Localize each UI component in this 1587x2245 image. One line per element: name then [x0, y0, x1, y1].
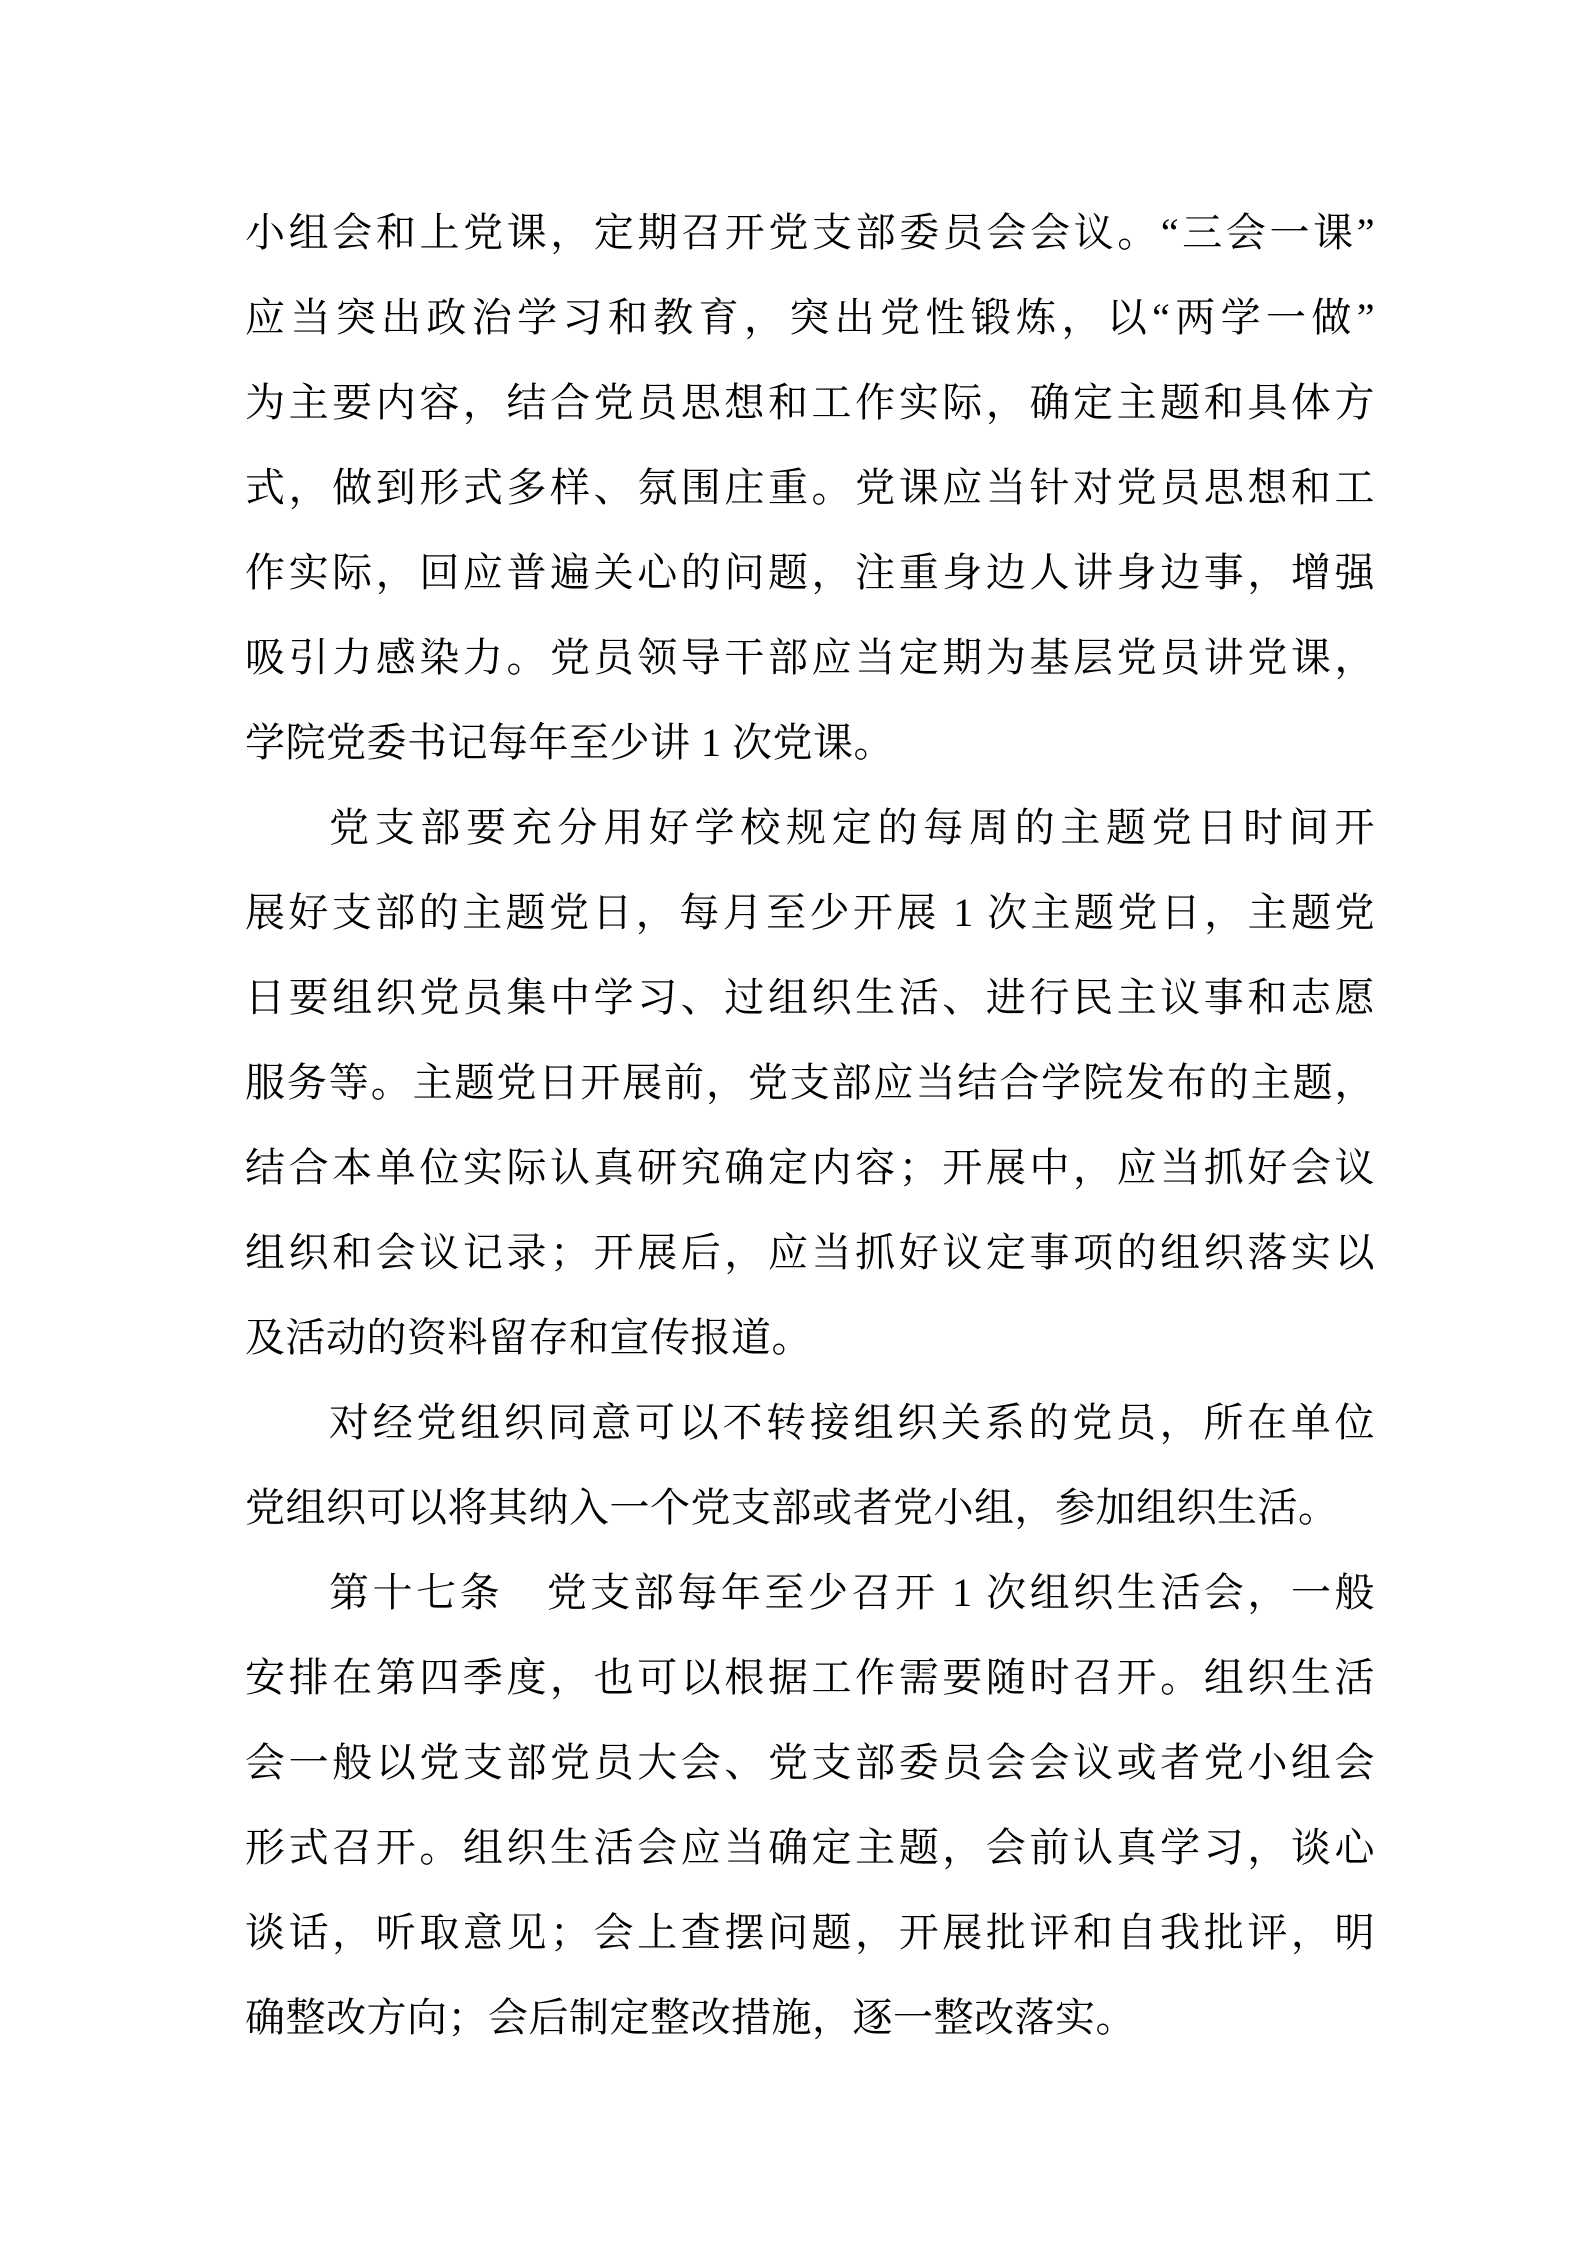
text-line: 确整改方向；会后制定整改措施，逐一整改落实。 — [245, 1995, 1136, 2040]
text-line: 为主要内容，结合党员思想和工作实际，确定主题和具体方 — [245, 380, 1375, 425]
text-line: 式，做到形式多样、氛围庄重。党课应当针对党员思想和工 — [245, 465, 1375, 510]
text-line: 吸引力感染力。党员领导干部应当定期为基层党员讲党课， — [245, 635, 1375, 680]
text-line: 安排在第四季度，也可以根据工作需要随时召开。组织生活 — [245, 1655, 1375, 1700]
text-line: 对经党组织同意可以不转接组织关系的党员，所在单位 — [329, 1400, 1375, 1445]
text-line: 展好支部的主题党日，每月至少开展 1 次主题党日，主题党 — [245, 890, 1375, 935]
text-line: 应当突出政治学习和教育，突出党性锻炼，以“两学一做” — [245, 295, 1375, 340]
paragraph — [245, 1380, 1375, 1550]
text-line: 日要组织党员集中学习、过组织生活、进行民主议事和志愿 — [245, 975, 1375, 1020]
text-line: 学院党委书记每年至少讲 1 次党课。 — [245, 720, 894, 765]
text-line: 会一般以党支部党员大会、党支部委员会会议或者党小组会 — [245, 1740, 1375, 1785]
text-line: 服务等。主题党日开展前，党支部应当结合学院发布的主题， — [245, 1060, 1375, 1105]
text-line: 形式召开。组织生活会应当确定主题，会前认真学习，谈心 — [245, 1825, 1375, 1870]
text-line: 党支部要充分用好学校规定的每周的主题党日时间开 — [329, 805, 1375, 850]
text-line: 党组织可以将其纳入一个党支部或者党小组，参加组织生活。 — [245, 1485, 1339, 1530]
paragraph — [245, 785, 1375, 1380]
text-line: 及活动的资料留存和宣传报道。 — [245, 1315, 812, 1360]
text-line: 结合本单位实际认真研究确定内容；开展中，应当抓好会议 — [245, 1145, 1375, 1190]
text-line: 谈话，听取意见；会上查摆问题，开展批评和自我批评，明 — [245, 1910, 1375, 1955]
paragraph — [245, 1550, 1375, 2060]
text-line: 小组会和上党课，定期召开党支部委员会会议。“三会一课” — [245, 210, 1375, 255]
text-line: 组织和会议记录；开展后，应当抓好议定事项的组织落实以 — [245, 1230, 1375, 1275]
text-line: 作实际，回应普遍关心的问题，注重身边人讲身边事，增强 — [245, 550, 1375, 595]
text-line: 第十七条 党支部每年至少召开 1 次组织生活会，一般 — [329, 1570, 1375, 1615]
paragraph — [245, 190, 1375, 785]
document-body — [245, 190, 1375, 2060]
